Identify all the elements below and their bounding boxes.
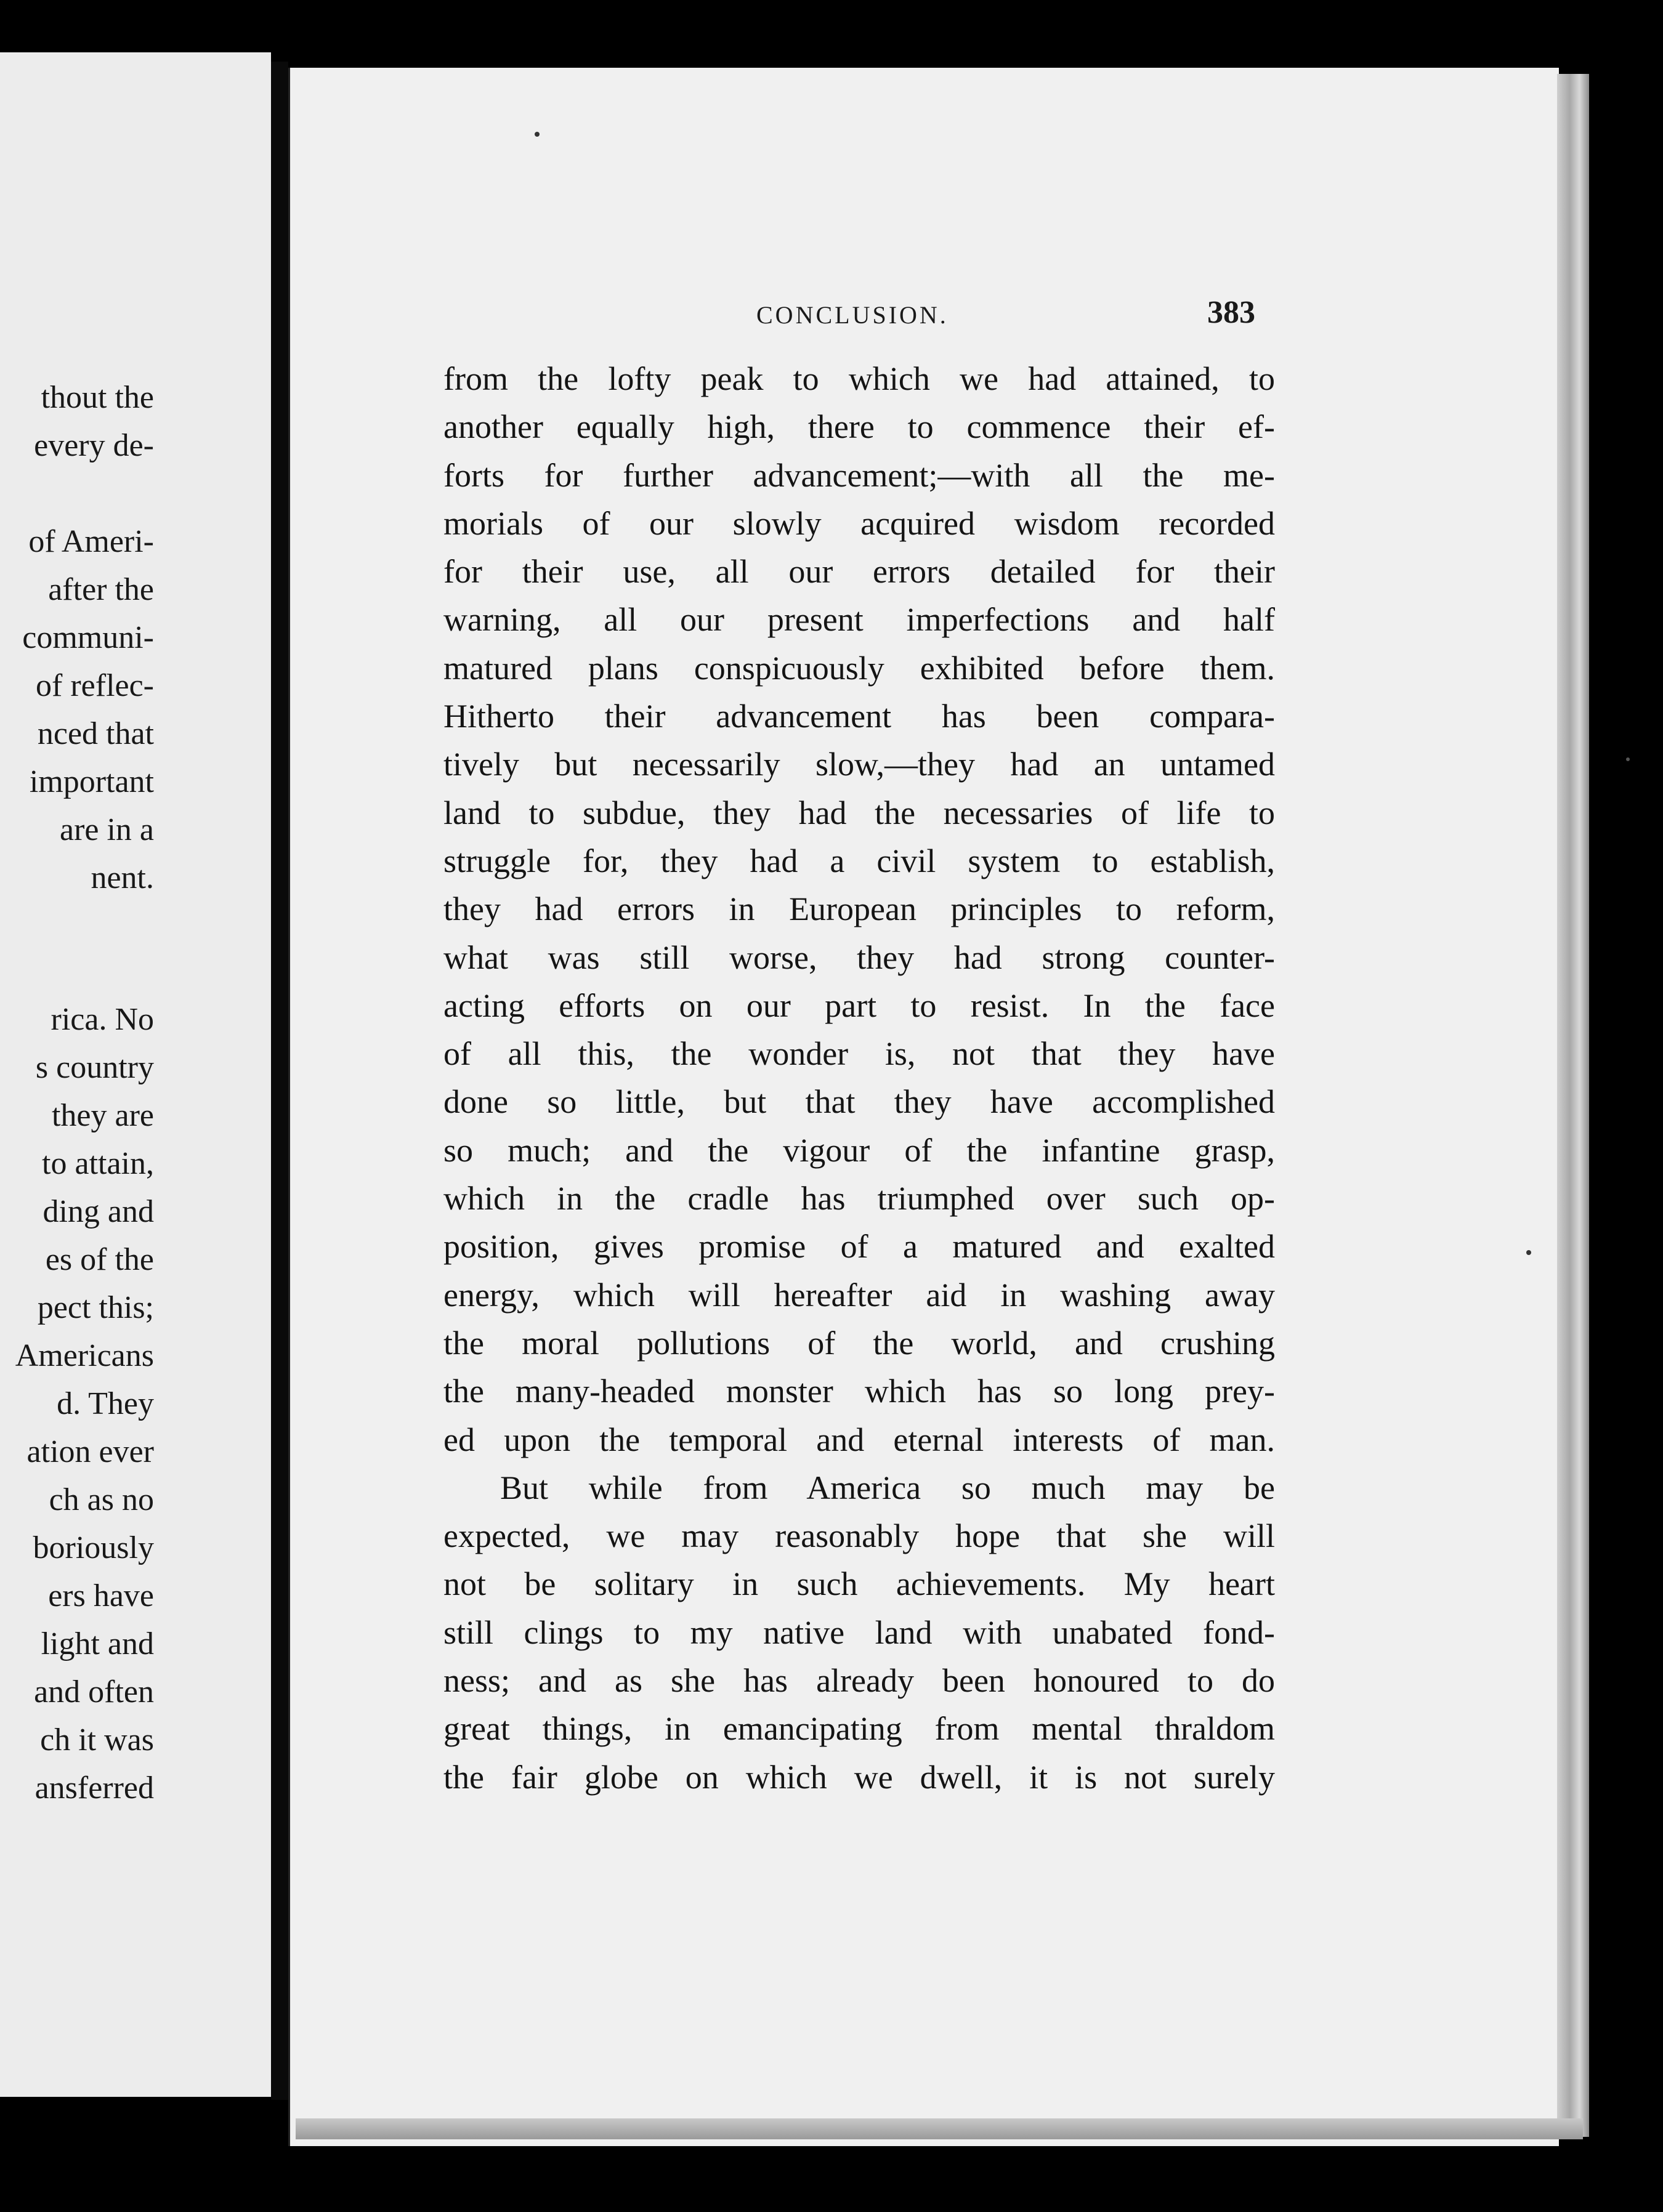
previous-page-line: and often bbox=[34, 1674, 154, 1709]
text-line: not be solitary in such achievements. My heart bbox=[443, 1565, 1275, 1603]
page-fore-edge bbox=[1557, 74, 1589, 2137]
paper-speck bbox=[1526, 1250, 1531, 1255]
text-line: energy, which will hereafter aid in washing away bbox=[443, 1276, 1275, 1314]
previous-page-line: Americans bbox=[15, 1338, 154, 1373]
text-line: forts for further advancement;—with all the me- bbox=[443, 456, 1275, 494]
previous-page-line: nent. bbox=[91, 860, 154, 895]
previous-page-line: to attain, bbox=[42, 1146, 154, 1181]
page-bottom-edge bbox=[296, 2118, 1583, 2139]
body-text bbox=[443, 355, 1275, 1801]
paper-speck bbox=[1626, 757, 1630, 761]
previous-page-line: ansferred bbox=[34, 1770, 154, 1806]
previous-page-line: important bbox=[29, 764, 154, 799]
text-line: expected, we may reasonably hope that she will bbox=[443, 1517, 1275, 1555]
previous-page-line: after the bbox=[48, 572, 154, 607]
text-line: ness; and as she has already been honoured to do bbox=[443, 1662, 1275, 1700]
previous-page-line: are in a bbox=[59, 812, 154, 847]
text-line: tively but necessarily slow,—they had an untamed bbox=[443, 746, 1275, 783]
previous-page-line: ch as no bbox=[49, 1482, 154, 1517]
previous-page-line: d. They bbox=[57, 1386, 154, 1421]
text-line: Hitherto their advancement has been compara- bbox=[443, 698, 1275, 735]
previous-page-line: es of the bbox=[45, 1242, 154, 1277]
previous-page-line: thout the bbox=[41, 380, 154, 415]
text-line: morials of our slowly acquired wisdom recorded bbox=[443, 504, 1275, 542]
text-line: struggle for, they had a civil system to establish, bbox=[443, 842, 1275, 879]
text-line: ed upon the temporal and eternal interests of man. bbox=[443, 1421, 1275, 1458]
previous-page bbox=[0, 52, 271, 2097]
text-line: warning, all our present imperfections and half bbox=[443, 601, 1275, 639]
text-line: the moral pollutions of the world, and crushing bbox=[443, 1324, 1275, 1362]
book-gutter bbox=[271, 62, 288, 2100]
text-line: position, gives promise of a matured and exalted bbox=[443, 1228, 1275, 1265]
previous-page-line: ding and bbox=[42, 1194, 154, 1229]
previous-page-line: ation ever bbox=[26, 1434, 154, 1469]
previous-page-line: they are bbox=[51, 1098, 154, 1133]
previous-page-line: ers have bbox=[48, 1578, 154, 1613]
text-line: from the lofty peak to which we had attained, to bbox=[443, 360, 1275, 397]
text-line: the many-headed monster which has so long prey- bbox=[443, 1373, 1275, 1410]
previous-page-line: light and bbox=[41, 1626, 154, 1661]
running-head: CONCLUSION. bbox=[756, 301, 949, 329]
previous-page-line: pect this; bbox=[37, 1290, 154, 1325]
paragraph-first-line: But while from America so much may be bbox=[500, 1469, 1275, 1506]
previous-page-line: rica. No bbox=[51, 1002, 154, 1037]
previous-page-line: s country bbox=[35, 1050, 154, 1085]
text-line: great things, in emancipating from mental thraldom bbox=[443, 1710, 1275, 1748]
text-line: so much; and the vigour of the infantine grasp, bbox=[443, 1131, 1275, 1169]
text-line: which in the cradle has triumphed over such op- bbox=[443, 1180, 1275, 1217]
text-line: still clings to my native land with unabated fond- bbox=[443, 1613, 1275, 1651]
text-line: another equally high, there to commence their ef- bbox=[443, 408, 1275, 446]
previous-page-line: of reflec- bbox=[36, 668, 154, 703]
text-line: for their use, all our errors detailed for their bbox=[443, 553, 1275, 591]
text-line: they had errors in European principles to reform, bbox=[443, 890, 1275, 928]
text-line: acting efforts on our part to resist. In the face bbox=[443, 987, 1275, 1024]
text-line: land to subdue, they had the necessaries of life to bbox=[443, 794, 1275, 831]
previous-page-line: ch it was bbox=[40, 1722, 154, 1758]
paper-speck bbox=[535, 132, 540, 137]
previous-page-line: boriously bbox=[33, 1530, 154, 1565]
previous-page-line: nced that bbox=[37, 716, 154, 751]
text-line: the fair globe on which we dwell, it is not surely bbox=[443, 1758, 1275, 1796]
previous-page-line: every de- bbox=[34, 428, 154, 463]
text-line: of all this, the wonder is, not that they have bbox=[443, 1035, 1275, 1073]
text-line: matured plans conspicuously exhibited before them. bbox=[443, 649, 1275, 687]
previous-page-line: of Ameri- bbox=[28, 524, 154, 559]
previous-page-line: communi- bbox=[22, 620, 154, 655]
text-line: done so little, but that they have accomplished bbox=[443, 1083, 1275, 1121]
text-line: what was still worse, they had strong counter- bbox=[443, 938, 1275, 976]
page-number: 383 bbox=[1207, 295, 1255, 330]
